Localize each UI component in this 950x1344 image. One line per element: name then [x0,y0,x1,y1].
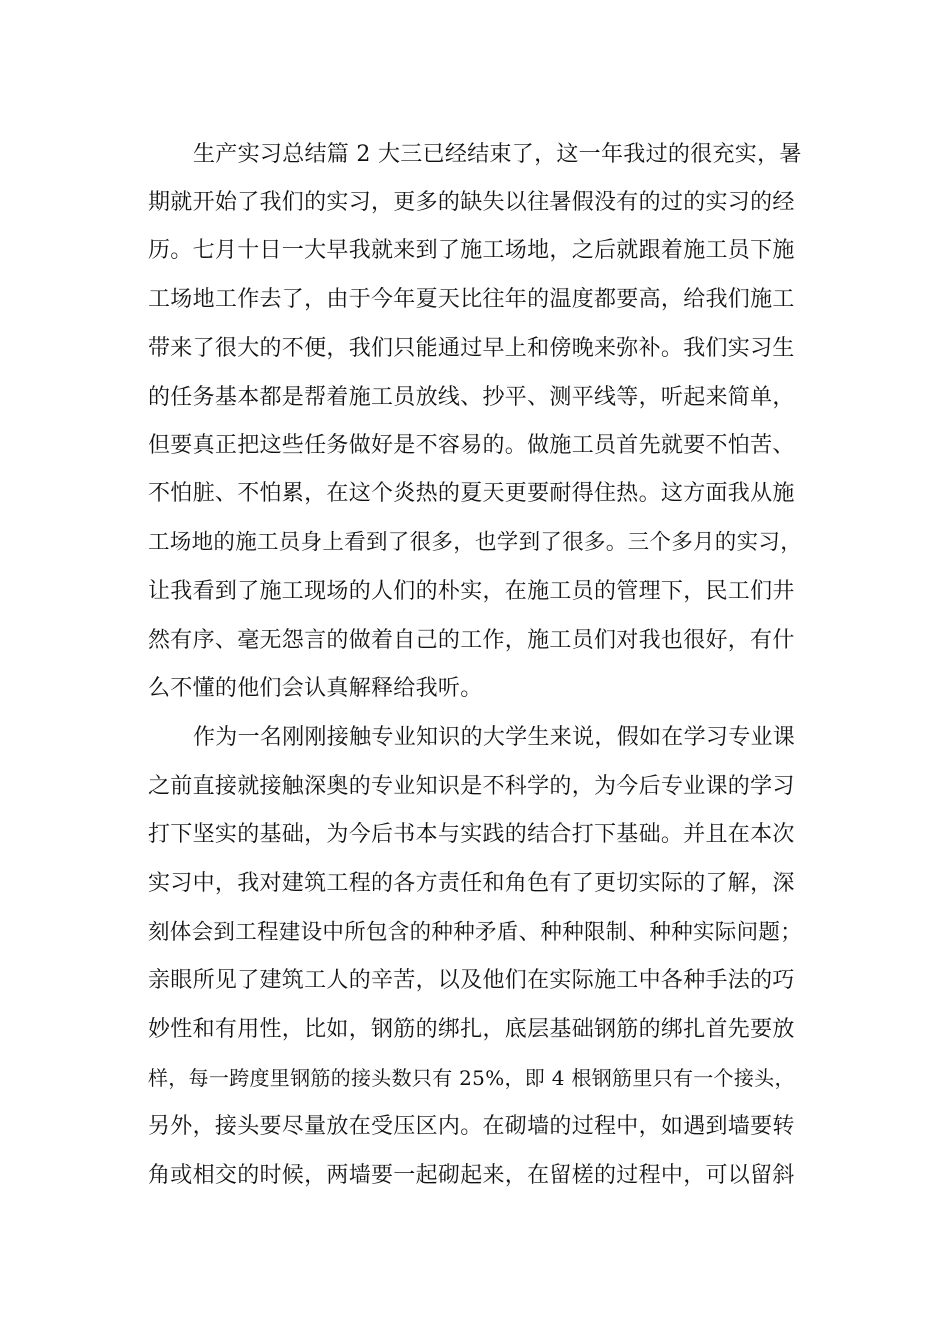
paragraph-2-line-7: 妙性和有用性，比如，钢筋的绑扎，底层基础钢筋的绑扎首先要放 [148,1017,795,1042]
paragraph-1-line-1: 生产实习总结篇 2 大三已经结束了，这一年我过的很充实，暑 [193,142,802,167]
paragraph-1-line-10: 让我看到了施工现场的人们的朴实，在施工员的管理下，民工们井 [148,579,795,604]
paragraph-2-line-6: 亲眼所见了建筑工人的辛苦，以及他们在实际施工中各种手法的巧 [148,968,795,993]
paragraph-1-line-11: 然有序、毫无怨言的做着自己的工作，施工员们对我也很好，有什 [148,628,795,653]
paragraph-2-line-3: 打下坚实的基础，为今后书本与实践的结合打下基础。并且在本次 [148,822,795,847]
paragraph-2-line-10: 角或相交的时候，两墙要一起砌起来，在留槎的过程中，可以留斜 [148,1163,795,1188]
paragraph-1-line-3: 历。七月十日一大早我就来到了施工场地，之后就跟着施工员下施 [148,238,795,263]
paragraph-1-line-4: 工场地工作去了，由于今年夏天比往年的温度都要高，给我们施工 [148,287,795,312]
paragraph-1-line-2: 期就开始了我们的实习，更多的缺失以往暑假没有的过的实习的经 [148,190,795,215]
paragraph-2-line-4: 实习中，我对建筑工程的各方责任和角色有了更切实际的了解，深 [148,871,795,896]
paragraph-2-line-2: 之前直接就接触深奥的专业知识是不科学的，为今后专业课的学习 [148,774,795,799]
paragraph-1-line-12: 么不懂的他们会认真解释给我听。 [148,676,483,701]
paragraph-2-line-9: 另外，接头要尽量放在受压区内。在砌墙的过程中，如遇到墙要转 [148,1114,795,1139]
paragraph-2-line-5: 刻体会到工程建设中所包含的种种矛盾、种种限制、种种实际问题； [148,920,803,945]
paragraph-1-line-6: 的任务基本都是帮着施工员放线、抄平、测平线等，听起来简单， [148,385,795,410]
paragraph-1-line-5: 带来了很大的不便，我们只能通过早上和傍晚来弥补。我们实习生 [148,336,795,361]
paragraph-1-line-7: 但要真正把这些任务做好是不容易的。做施工员首先就要不怕苦、 [148,433,795,458]
paragraph-2-line-1: 作为一名刚刚接触专业知识的大学生来说，假如在学习专业课 [193,725,796,750]
paragraph-1-line-9: 工场地的施工员身上看到了很多，也学到了很多。三个多月的实习， [148,530,803,555]
paragraph-1-line-8: 不怕脏、不怕累，在这个炎热的夏天更要耐得住热。这方面我从施 [148,481,795,506]
paragraph-2-line-8: 样，每一跨度里钢筋的接头数只有 25%，即 4 根钢筋里只有一个接头， [148,1066,795,1090]
